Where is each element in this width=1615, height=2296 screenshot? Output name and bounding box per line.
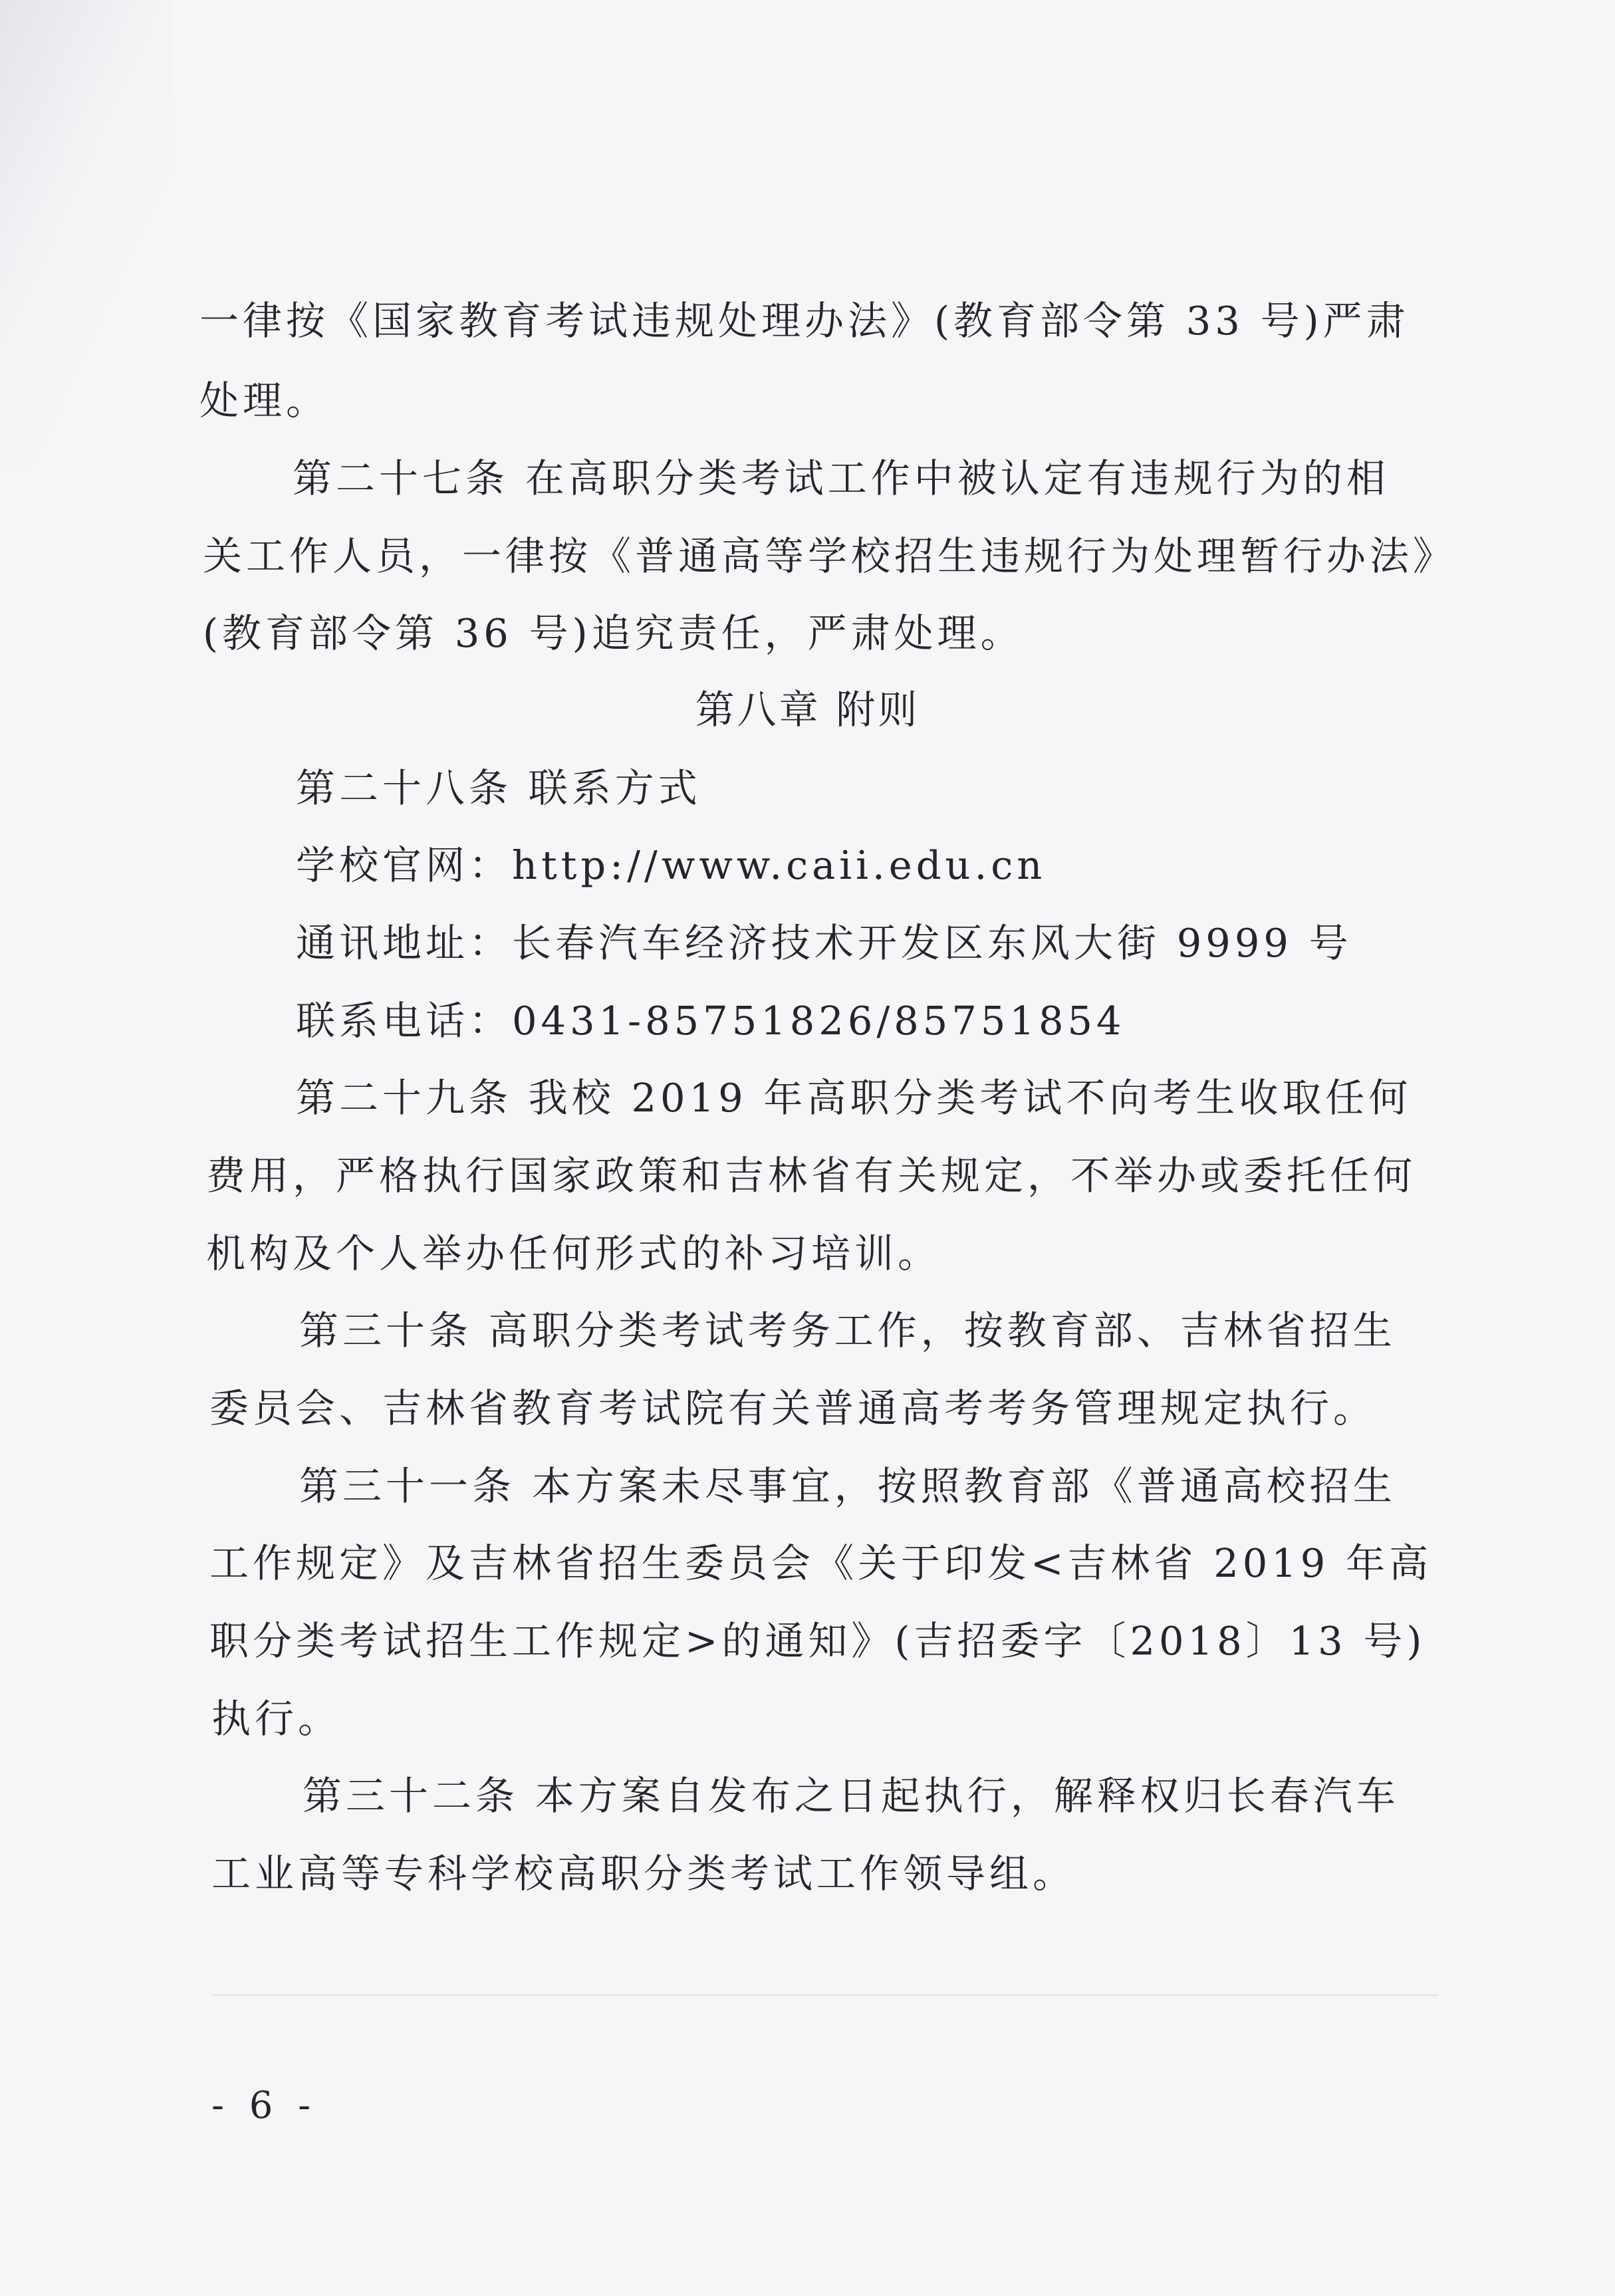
mailing-address: 通讯地址：长春汽车经济技术开发区东风大街 9999 号 (296, 920, 1352, 966)
article-31-line-3: 职分类考试招生工作规定>的通知》(吉招委字〔2018〕13 号) (209, 1618, 1426, 1664)
faint-show-through-line (211, 1954, 1438, 1996)
article-29-line-1: 第二十九条 我校 2019 年高职分类考试不向考生收取任何 (296, 1075, 1412, 1121)
page-number: - 6 - (211, 2084, 318, 2127)
article-27-line-2: 关工作人员，一律按《普通高等学校招生违规行为处理暂行办法》 (203, 533, 1457, 579)
text-line-1: 一律按《国家教育考试违规处理办法》(教育部令第 33 号)严肃 (199, 298, 1410, 344)
school-website: 学校官网：http://www.caii.edu.cn (296, 842, 1047, 888)
article-32-line-1: 第三十二条 本方案自发布之日起执行，解释权归长春汽车 (303, 1773, 1400, 1819)
chapter-heading: 第八章 附则 (695, 687, 920, 733)
article-30-line-1: 第三十条 高职分类考试考务工作，按教育部、吉林省招生 (299, 1308, 1396, 1353)
paper-fold-shadow (0, 0, 173, 465)
contact-phone: 联系电话：0431-85751826/85751854 (296, 998, 1126, 1044)
article-31-line-4: 执行。 (211, 1696, 342, 1742)
article-30-line-2: 委员会、吉林省教育考试院有关普通高考考务管理规定执行。 (209, 1385, 1377, 1431)
article-27-line-3: (教育部令第 36 号)追究责任，严肃处理。 (203, 610, 1024, 656)
article-31-line-1: 第三十一条 本方案未尽事宜，按照教育部《普通高校招生 (299, 1463, 1396, 1509)
article-28-title: 第二十八条 联系方式 (296, 765, 701, 811)
article-29-line-3: 机构及个人举办任何形式的补习培训。 (206, 1230, 941, 1276)
article-29-line-2: 费用，严格执行国家政策和吉林省有关规定，不举办或委托任何 (206, 1153, 1417, 1199)
article-31-line-2: 工作规定》及吉林省招生委员会《关于印发<吉林省 2019 年高 (209, 1540, 1433, 1586)
article-27-line-1: 第二十七条 在高职分类考试工作中被认定有违规行为的相 (293, 455, 1390, 501)
text-line-2: 处理。 (199, 378, 330, 423)
article-32-line-2: 工业高等专科学校高职分类考试工作领导组。 (211, 1851, 1076, 1896)
